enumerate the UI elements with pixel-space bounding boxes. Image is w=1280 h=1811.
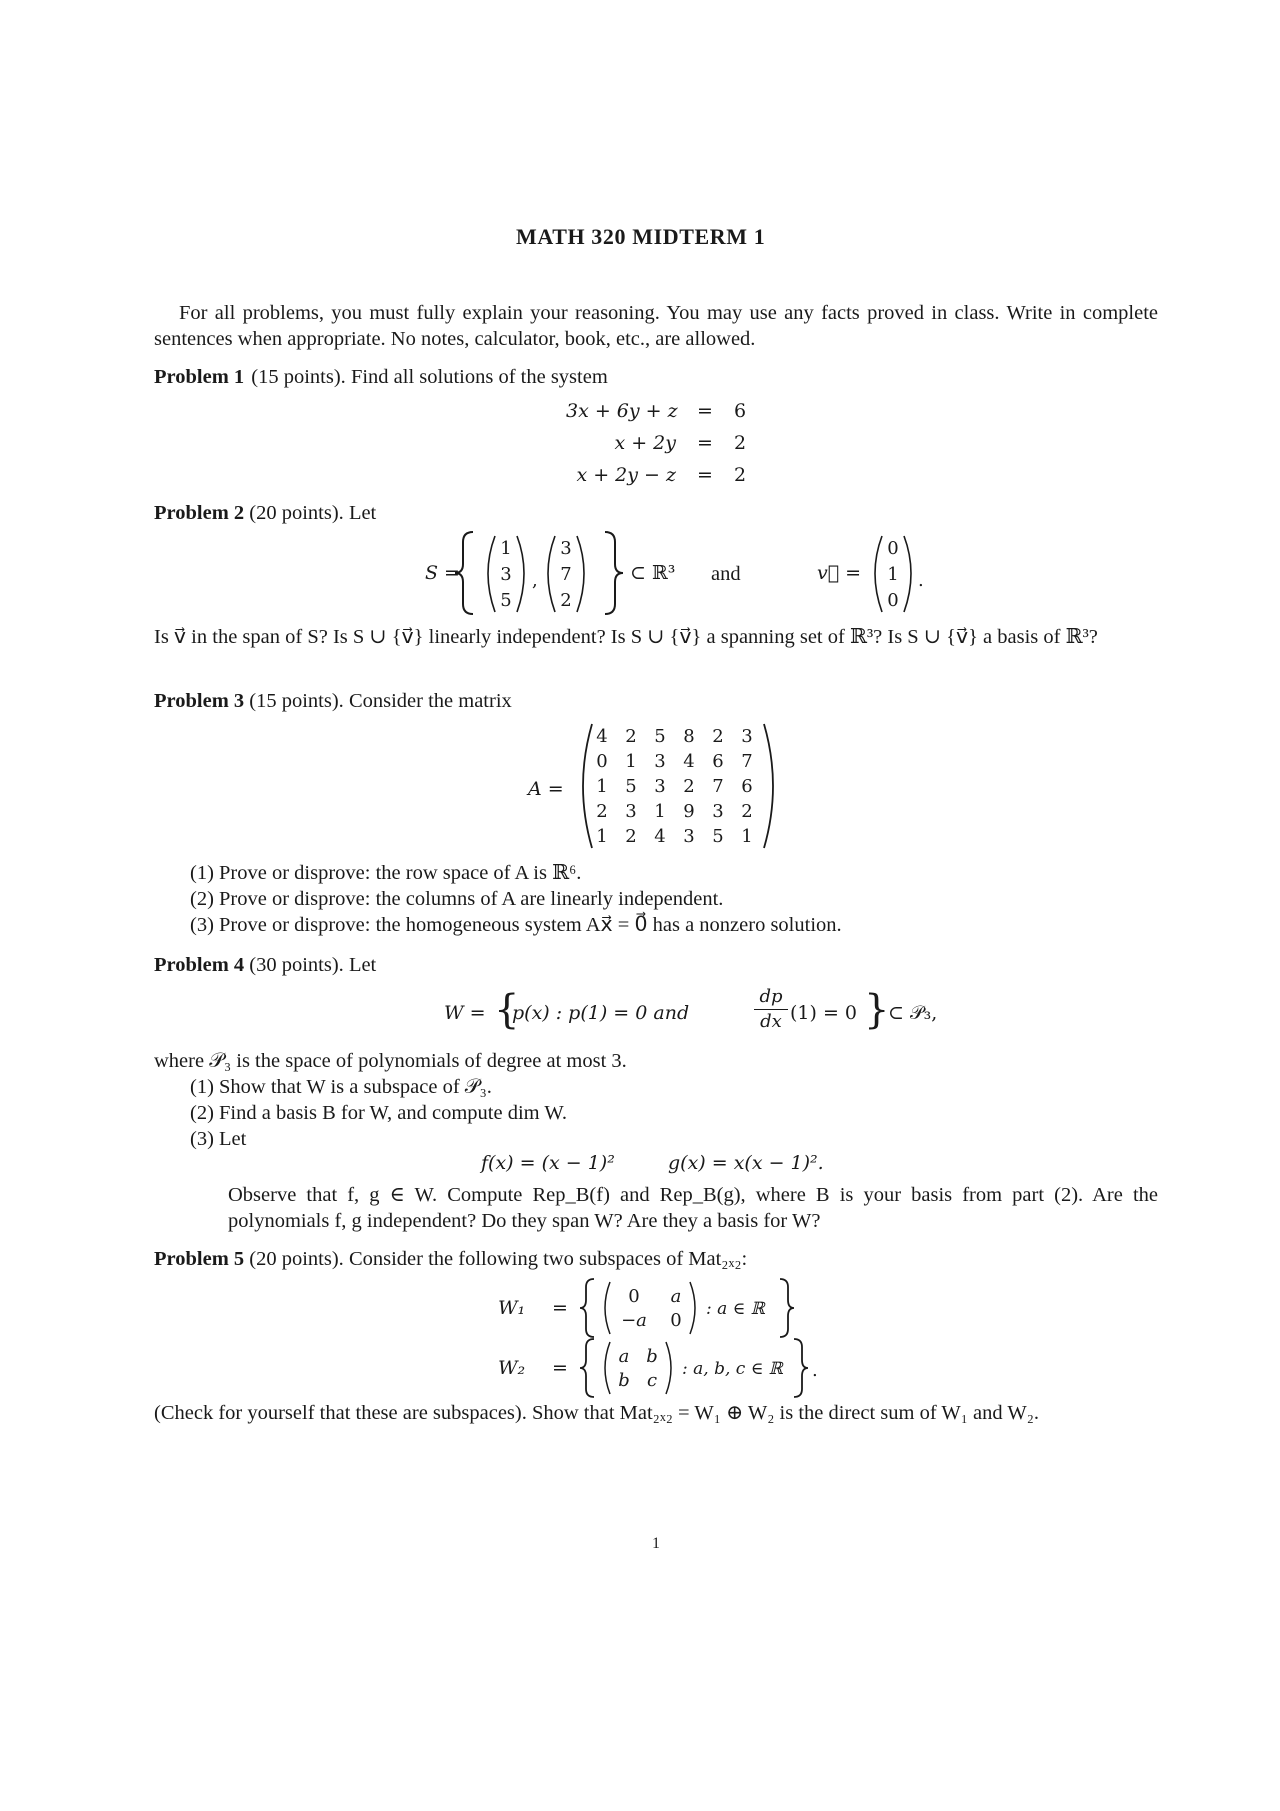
problem-5-conclusion: (Check for yourself that these are subspaces). Show that Mat₂ₓ₂ = W₁ ⊕ W₂ is the direct sum of W₁ and W₂. [154, 1402, 1040, 1424]
w2-entry-22: c [646, 1370, 658, 1391]
problem-4-heading: Problem 4 [154, 954, 245, 976]
vector-2-entry-3: 2 [560, 590, 572, 611]
matrix-a-entry-4-2: 3 [625, 801, 637, 822]
matrix-a-entry-4-5: 3 [712, 801, 724, 822]
w2-left-brace [580, 1339, 594, 1397]
vector-v-label: v⃗ = [817, 562, 862, 584]
w-condition-left: p(x) : p(1) = 0 and [512, 1002, 690, 1024]
dp-dx-fraction [754, 986, 788, 1033]
matrix-a-cells [596, 726, 752, 847]
matrix-a-entry-3-5: 7 [712, 776, 724, 797]
vector-v-left-paren [875, 536, 882, 612]
matrix-a-entry-2-5: 6 [712, 751, 724, 772]
w1-matrix-left-paren [605, 1282, 610, 1334]
fraction-numerator: dp [759, 986, 783, 1007]
w2-label: W₂ [498, 1357, 526, 1379]
problem-4-item-3: (3) Let [190, 1128, 247, 1150]
w1-entry-21: −a [621, 1310, 647, 1331]
problem-4-points: (30 points). [249, 954, 344, 976]
matrix-a-entry-1-4: 8 [683, 726, 695, 747]
matrix-a-left-paren [583, 724, 592, 848]
problem-3-heading: Problem 3 [154, 690, 245, 712]
problem-5-header [154, 1246, 747, 1273]
set-s-label: S = [425, 562, 460, 584]
w-condition-right: (1) = 0 [790, 1002, 858, 1024]
matrix-a-entry-1-1: 4 [596, 726, 608, 747]
w2-entry-12: b [646, 1346, 658, 1367]
matrix-a-entry-2-6: 7 [741, 751, 753, 772]
matrix-a-entry-5-1: 1 [596, 826, 608, 847]
w2-equals: = [552, 1357, 568, 1379]
matrix-a-entry-4-6: 2 [741, 801, 753, 822]
matrix-a-entry-1-2: 2 [625, 726, 637, 747]
problem-4-header [154, 952, 376, 979]
set-s-vectors [455, 528, 655, 618]
w2-set [580, 1336, 820, 1400]
matrix-a-entry-4-1: 2 [596, 801, 608, 822]
problem-2-question: Is v⃗ in the span of S? Is S ∪ {v⃗} linearly independent? Is S ∪ {v⃗} a spanning set of ℝ³? Is S ∪ {v⃗} a basis of ℝ³? [154, 626, 1098, 648]
w1-left-brace [580, 1279, 594, 1337]
matrix-a-entry-5-2: 2 [625, 826, 637, 847]
vector-2-left-paren [548, 536, 555, 612]
problem-1-points: (15 points). [251, 366, 346, 388]
vector-1-entry-3: 5 [500, 590, 512, 611]
period: . [918, 570, 924, 591]
vector-v-entry-3: 0 [887, 590, 899, 611]
problem-2-heading: Problem 2 [154, 502, 245, 524]
and-word: and [711, 563, 741, 585]
problem-2-header [154, 500, 376, 527]
problem-3-item-3: (3) Prove or disprove: the homogeneous system Ax⃗ = 0⃗ has a nonzero solution. [190, 914, 842, 936]
problem-5-points: (20 points). [249, 1248, 344, 1270]
matrix-a-right-paren [764, 724, 773, 848]
polynomial-g: g(x) = x(x − 1)². [668, 1152, 824, 1174]
matrix-a-entry-3-6: 6 [741, 776, 753, 797]
matrix-a-entry-5-6: 1 [741, 826, 753, 847]
vector-1-left-paren [488, 536, 495, 612]
w2-entry-21: b [618, 1370, 630, 1391]
fraction-denominator: dx [760, 1011, 782, 1032]
vector-separator: , [532, 570, 538, 591]
matrix-a-entry-1-3: 5 [654, 726, 666, 747]
matrix-a-entry-2-3: 3 [654, 751, 666, 772]
vector-v-entry-2: 1 [887, 564, 899, 585]
vector-v-entry-1: 0 [887, 538, 899, 559]
w2-condition: : a, b, c ∈ ℝ [682, 1359, 783, 1379]
problem-5-text: Consider the following two subspaces of Mat₂ₓ₂: [348, 1248, 748, 1270]
w2-period: . [812, 1360, 818, 1381]
w2-entry-11: a [618, 1346, 630, 1367]
problem-2-points: (20 points). [249, 502, 344, 524]
matrix-a-entry-4-4: 9 [683, 801, 695, 822]
matrix-a-entry-2-4: 4 [683, 751, 695, 772]
problem-3-item-2: (2) Prove or disprove: the columns of A are linearly independent. [190, 888, 724, 910]
matrix-a-entry-5-3: 4 [654, 826, 666, 847]
problem-2-text: Let [348, 502, 377, 524]
problem-5-heading: Problem 5 [154, 1248, 245, 1270]
matrix-a-entry-5-4: 3 [683, 826, 695, 847]
vector-2-entry-1: 3 [560, 538, 572, 559]
w1-set [580, 1276, 800, 1340]
matrix-a-entry-4-3: 1 [654, 801, 666, 822]
problem-4-item-1: (1) Show that W is a subspace of 𝒫₃. [190, 1076, 492, 1098]
vector-1-right-paren [517, 536, 524, 612]
instructions-paragraph: For all problems, you must fully explain your reasoning. You may use any facts proved in class. Write in complete sentences when appropriate. No notes, calculator, book, etc., are allowed. [154, 302, 1158, 350]
w1-right-brace [780, 1279, 794, 1337]
equation-2-rhs: 2 [734, 432, 747, 454]
matrix-a-label: A = [528, 778, 564, 800]
vector-2-entry-2: 7 [560, 564, 572, 585]
matrix-a-entry-1-6: 3 [741, 726, 753, 747]
problem-3-points: (15 points). [249, 690, 344, 712]
w-definition-lhs: W = [444, 1002, 486, 1024]
vector-v-right-paren [904, 536, 911, 612]
page-number: 1 [652, 1535, 660, 1552]
vector-1-entry-1: 1 [500, 538, 512, 559]
vector-2-right-paren [577, 536, 584, 612]
equation-3-rel: = [697, 464, 713, 486]
problem-3-text: Consider the matrix [348, 690, 512, 712]
w-subset-p3: ⊂ 𝒫₃, [888, 1002, 938, 1024]
w1-entry-12: a [670, 1286, 682, 1307]
matrix-a-entry-1-5: 2 [712, 726, 724, 747]
problem-4-item-2: (2) Find a basis B for W, and compute dim W. [190, 1102, 567, 1124]
right-brace [605, 532, 623, 614]
vector-v [868, 528, 928, 618]
problem-4-where: where 𝒫₃ is the space of polynomials of degree at most 3. [154, 1050, 627, 1072]
w2-right-brace [794, 1339, 808, 1397]
equation-1-lhs: 3x + 6y + z [566, 400, 678, 422]
w1-label: W₁ [498, 1297, 526, 1319]
problem-3-item-1: (1) Prove or disprove: the row space of A is ℝ⁶. [190, 862, 582, 884]
matrix-a-entry-3-2: 5 [625, 776, 637, 797]
w-left-brace: { [494, 987, 520, 1033]
w1-entry-11: 0 [628, 1286, 640, 1307]
problem-1-heading: Problem 1 [154, 366, 245, 388]
problem-1-text: Find all solutions of the system [350, 366, 608, 388]
left-brace [455, 532, 473, 614]
polynomial-f: f(x) = (x − 1)² [481, 1152, 615, 1174]
w2-matrix-left-paren [605, 1342, 610, 1394]
subset-r3: ⊂ ℝ³ [630, 562, 676, 584]
equation-2-lhs: x + 2y [614, 432, 676, 454]
fraction-bar [754, 1009, 788, 1010]
problem-4-observe: Observe that f, g ∈ W. Compute Rep_B(f) and Rep_B(g), where B is your basis from part (2). Are the polynomials f, g independent? Do they span W? Are they a basis for W? [228, 1184, 1158, 1232]
matrix-a-entry-2-2: 1 [625, 751, 637, 772]
matrix-a [578, 720, 778, 852]
equation-2-rel: = [697, 432, 713, 454]
w-right-brace: } [864, 987, 890, 1033]
w1-matrix-right-paren [690, 1282, 695, 1334]
matrix-a-entry-3-1: 1 [596, 776, 608, 797]
w1-entry-22: 0 [670, 1310, 682, 1331]
problem-1-header [154, 364, 608, 391]
equation-3-rhs: 2 [734, 464, 747, 486]
page-title: MATH 320 MIDTERM 1 [516, 224, 766, 249]
matrix-a-entry-3-4: 2 [683, 776, 695, 797]
matrix-a-entry-3-3: 3 [654, 776, 666, 797]
vector-1-entry-2: 3 [500, 564, 512, 585]
equation-1-rhs: 6 [734, 400, 747, 422]
matrix-a-entry-5-5: 5 [712, 826, 724, 847]
w2-matrix-right-paren [666, 1342, 671, 1394]
matrix-a-entry-2-1: 0 [596, 751, 608, 772]
problem-3-header [154, 688, 512, 715]
problem-4-text: Let [348, 954, 377, 976]
w1-condition: : a ∈ ℝ [706, 1299, 765, 1319]
equation-3-lhs: x + 2y − z [576, 464, 676, 486]
equation-1-rel: = [697, 400, 713, 422]
w1-equals: = [552, 1297, 568, 1319]
